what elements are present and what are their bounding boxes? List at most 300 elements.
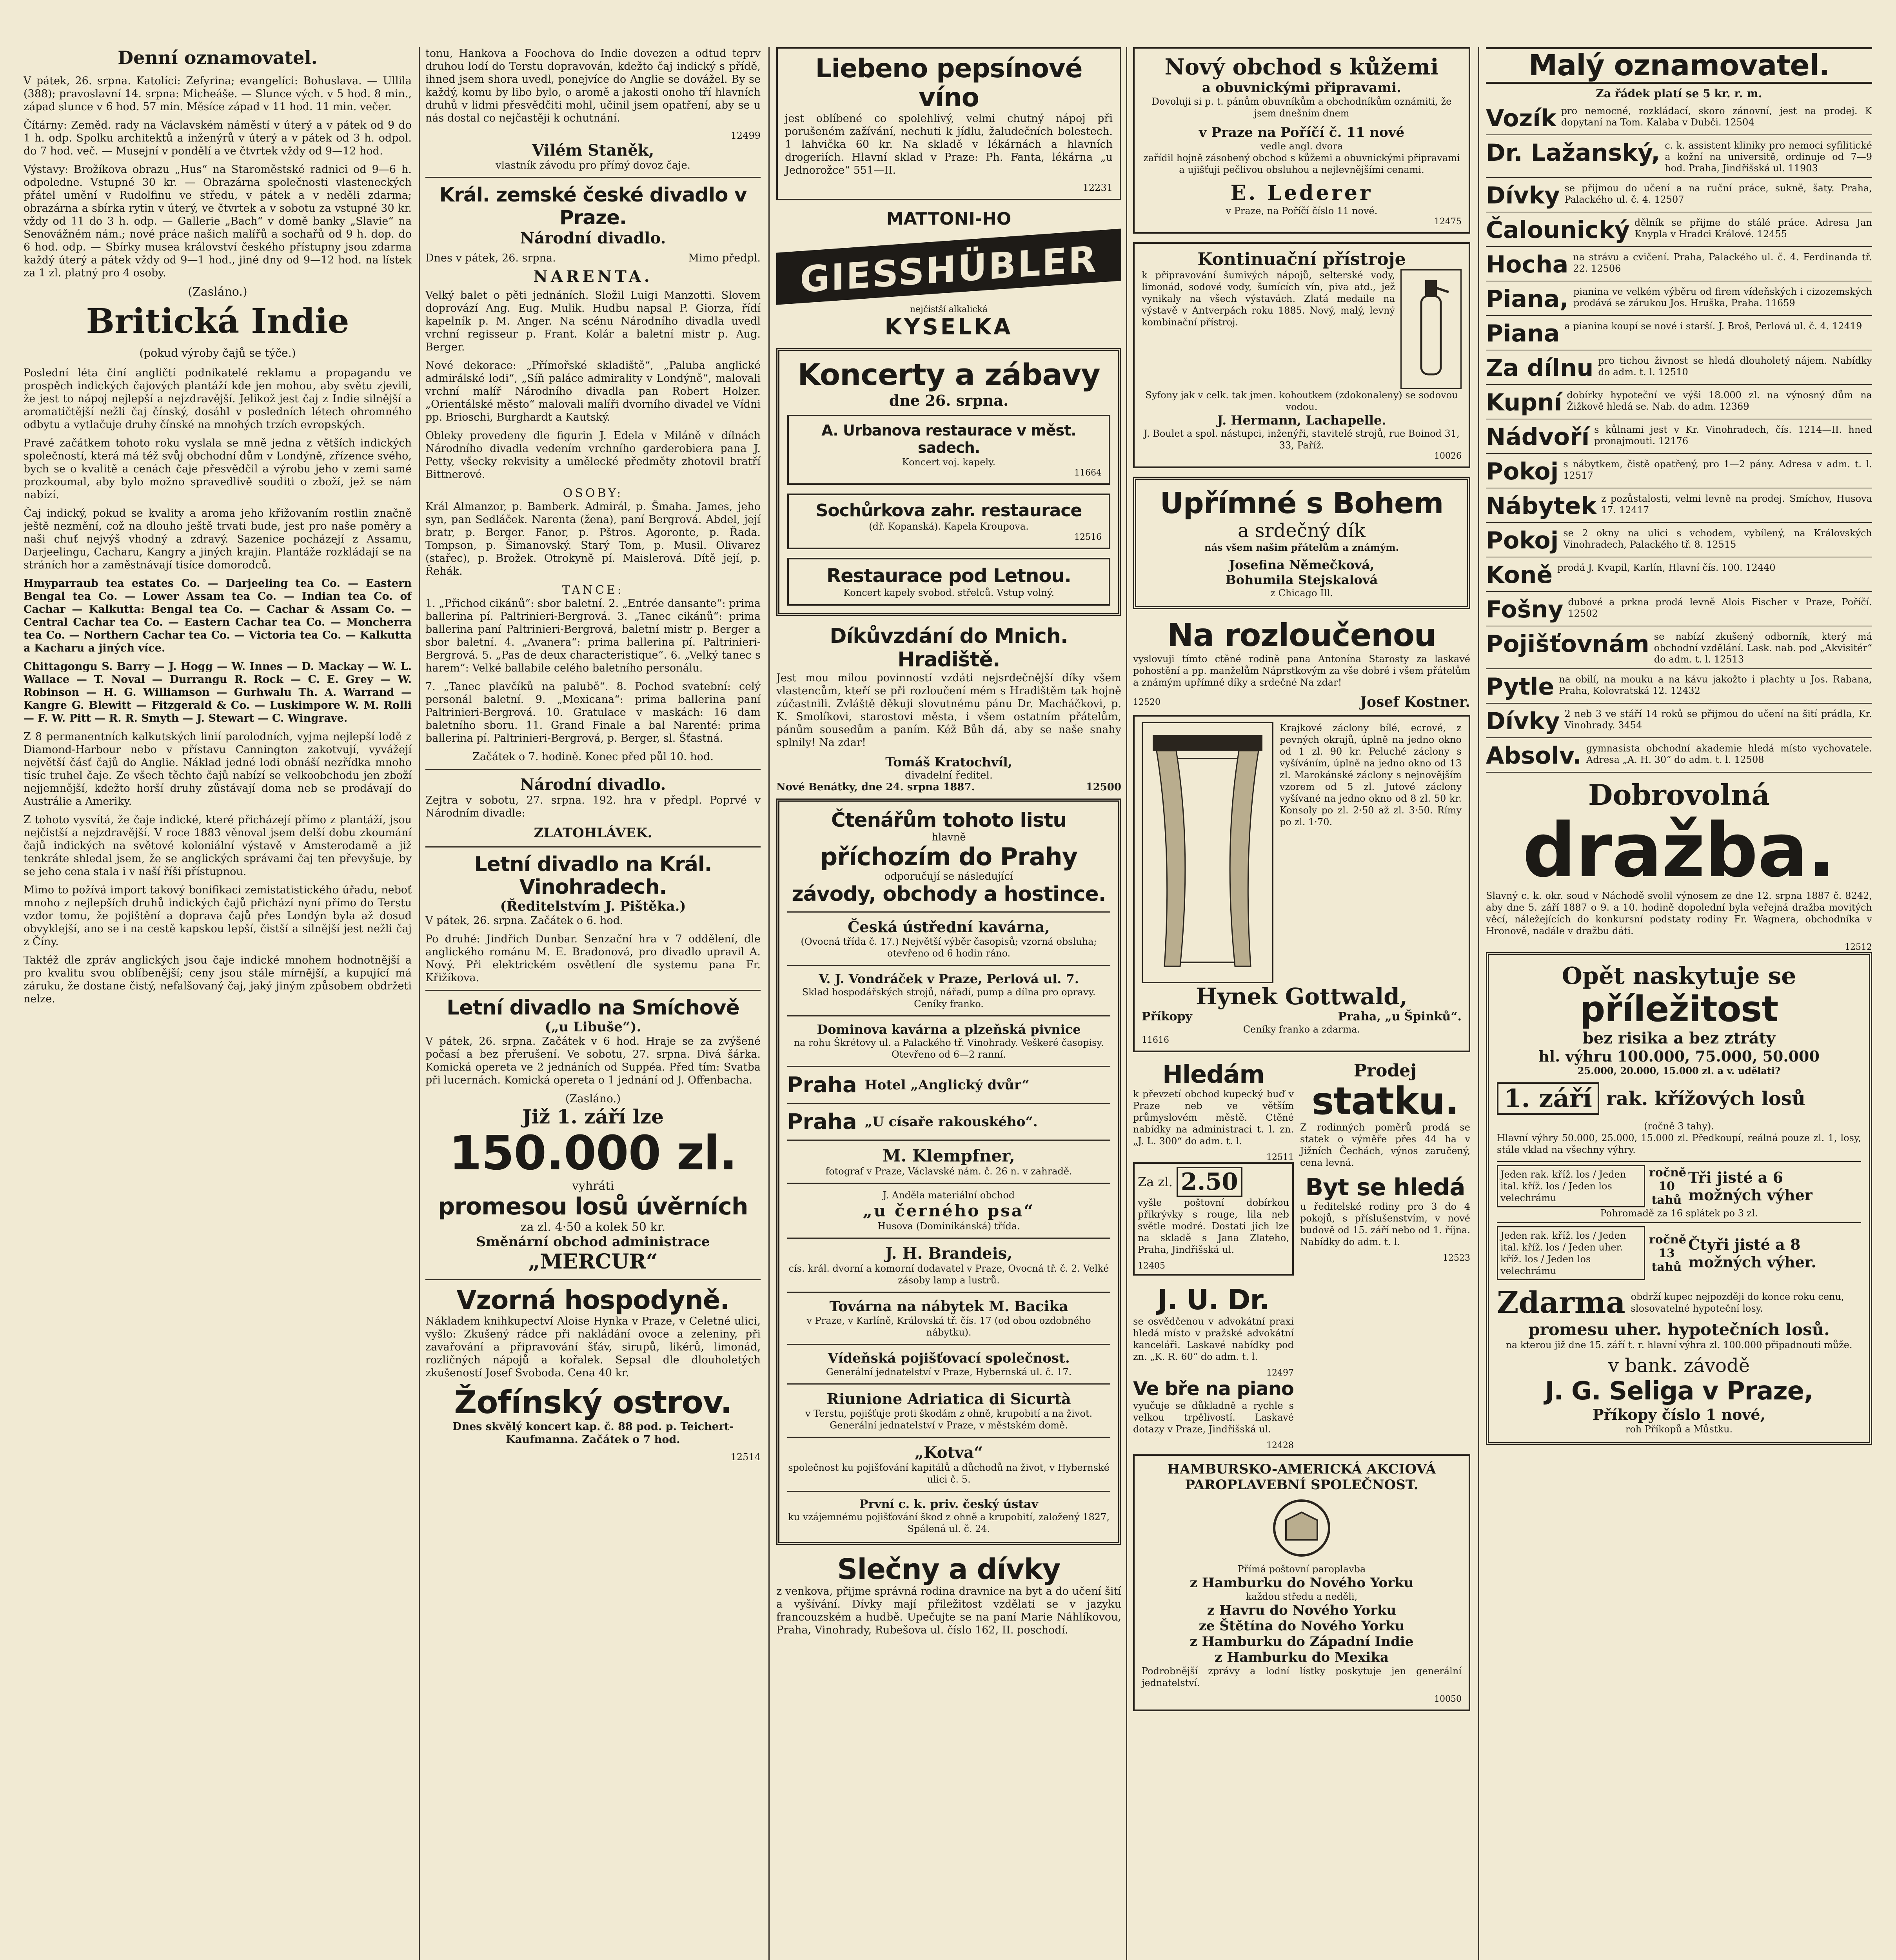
lottery-price: za zl. 4·50 a kolek 50 kr. — [520, 1220, 666, 1234]
ad-number: 12475 — [1434, 217, 1462, 227]
ad-number: 11616 — [1142, 1035, 1169, 1045]
divider — [787, 1238, 1110, 1239]
flat-title: Byt se hledá — [1305, 1174, 1465, 1201]
classified-text: na obilí, na mouku a na kávu jakožto i plachty u Jos. Rabana, Praha, Kolovratská 12. 12432 — [1559, 674, 1872, 696]
theatre-text: Obleky provedeny dle figurin J. Edela v Miláně v dílnách Národního divadla vedením vrchního garderobiera pana J. Petty, všecky rekvisity a umělecké předměty zhotovil bratří Bittnerové. — [425, 430, 761, 481]
hotel-row — [787, 1073, 1110, 1097]
promise-title: promesu uher. hypotečních losů. — [1528, 1320, 1830, 1339]
ad-number: 12231 — [1082, 182, 1113, 193]
apparatus-text: k připravování šumivých nápojů, selterské vody, limonád, sodové vody, šumících vín, piva atd., jež vynikaly na všech výstavách. Zlatá medaile na výstavě v Antverpách roku 1885. Nový, malý, levný kombinační přístroj. — [1142, 270, 1395, 328]
ad-number: 12405 — [1138, 1261, 1165, 1271]
blanket-price: 2.50 — [1177, 1167, 1242, 1197]
klempfner-text: fotograf v Praze, Václavské nám. č. 26 n. v zahradě. — [825, 1166, 1072, 1177]
play-title: NARENTA. — [533, 267, 653, 286]
hamburg-line1: Přímá poštovní paroplavba — [1237, 1564, 1366, 1575]
divider — [787, 1383, 1110, 1385]
hamburg-text: Podrobnější zprávy a lodní lístky poskytuje jen generální jednatelství. — [1142, 1666, 1462, 1688]
farewell-text: nás všem našim přátelům a známým. — [1204, 542, 1399, 553]
classified-keyword: Pytle — [1486, 673, 1555, 701]
package-1-prizes: Tři jisté a 6 možných výher — [1688, 1169, 1812, 1204]
classified-keyword: Kupní — [1486, 389, 1562, 416]
classifieds-title: Malý oznamovatel. — [1486, 47, 1872, 84]
article-paragraph: Z tohoto vysvítá, že čaje indické, které přicházejí přímo z plantáží, jsou nejčistší a nejzdravější. V roce 1883 věnoval jsem delší dobu zkoumání čajů indických na světové koloniální výstavě v Amsterodamě a již tenkráte shledal jsem, že se anglických správami čaj ten převyšuje, by se jeho cena stala i v naší říši přístupnou. — [24, 814, 412, 878]
kotva-text: společnost ku pojišťování kapitálů a důchodů na život, v Hybernské ulici č. 5. — [788, 1462, 1110, 1485]
classified-text: pianina ve velkém výběru od firem vídeňských i cizozemských prodává se zárukou Jos. Hruška, Praha. 11659 — [1573, 286, 1872, 309]
readers-prague: příchozím do Prahy — [820, 842, 1078, 871]
classified-text: se přijmou do učení a na ruční práce, sukně, šaty. Praha, Palackého ul. č. 4. 12507 — [1564, 183, 1872, 205]
summer-theatre-date: V pátek, 26. srpna. Začátek o 6. hod. — [425, 915, 623, 927]
theatre-subtitle: Národní divadlo. — [520, 229, 666, 247]
thanks-place: Nové Benátky, dne 24. srpna 1887. — [776, 781, 975, 793]
classified-ad — [1486, 183, 1872, 212]
lottery-mercur: „MERCUR“ — [528, 1250, 658, 1274]
classified-keyword: Dr. Lažanský, — [1486, 139, 1660, 167]
leather-ad — [1133, 47, 1470, 234]
apparatus-ad — [1133, 242, 1470, 468]
auction-text: Slavný c. k. okr. soud v Náchodě svolil výnosem ze dne 12. srpna 1887 č. 8242, aby dne 5. září 1887 o 9. a 10. hodině dopolední byla veřejná dražba movitých věcí, náležejících do konkursní podstaty rodiny Fr. Wagnera, obchodníka v Hronově, nadále v dražbu dáti. — [1486, 890, 1872, 936]
summer-theatre-sub: (Ředitelstvím J. Pištěka.) — [500, 898, 686, 914]
riunione-text: v Terstu, pojišťuje proti škodám z ohně, krupobití a na život. Generální jednatelství v Praze, v městském domě. — [805, 1408, 1093, 1431]
column-divider — [1478, 47, 1479, 1960]
classified-ad — [1486, 105, 1872, 135]
letna-sub: Koncert kapely svobod. střelců. Vstup volný. — [843, 587, 1054, 598]
vienna-ins-text: Generální jednatelství v Praze, Hybernská ul. č. 17. — [826, 1367, 1072, 1377]
letna-ad — [787, 558, 1110, 606]
sent-in-label: (Zasláno.) — [188, 285, 247, 299]
classified-keyword: Absolv. — [1486, 742, 1582, 769]
classified-keyword: Pojišťovnám — [1486, 630, 1649, 658]
pepsin-text: jest oblíbené co spolehlivý, velmi chutný nápoj při porušeném zažívání, nechuti k jídlu, žaludečních bolestech. 1 lahvička 60 kr. Na skladě v lékárnách a hlavních drogeriích. Hlavní sklad v Praze: Ph. Fanta, lékárna „u Jednorožce“ 551—II. — [785, 113, 1113, 176]
dances-list: 1. „Přichod cikánů“: sbor baletní. 2. „Entrée dansante“: prima ballerina pí. Paltrinieri-Bergrová. 3. „Tanec cikánů“: prima ballerina paní Paltrinieri-Bergrová, baletní mistr p. Berger a sbor baletní. 4. „Avanera“: prima ballerina pí. Paltrinieri-Bergrová. 5. „Pas de deux characteristique“. 6. „Velký tanec s harem“: Velké ballabile celého baletního personálu. — [425, 597, 761, 674]
classified-ad — [1486, 321, 1872, 350]
furniture-text: v Praze, v Karlíně, Královská tř. čís. 17 (od obou ozdobného nábytku). — [806, 1315, 1091, 1338]
siphon-icon — [1411, 276, 1451, 382]
gottwald-catalog: Ceníky franko a zdarma. — [1243, 1024, 1360, 1035]
theatre-times: Začátek o 7. hodině. Konec před půl 10. hod. — [472, 751, 714, 763]
classified-text: dobírky hypoteční ve výši 18.000 zl. na výnosný dům na Žižkově hledá se. Nab. do adm. 12369 — [1567, 390, 1872, 412]
estate-text: Z rodinných poměrů prodá se statek o výměře přes 44 ha v Jižních Čechách, výnos zaručený, cena levná. — [1300, 1122, 1470, 1168]
summer-theatre-title: Letní divadlo na Král. Vinohradech. — [474, 853, 712, 899]
package-2-lots: Jeden rak. kříž. los / Jeden ital. kříž. los / Jeden uher. kříž. los / Jeden los velechrámu — [1497, 1226, 1645, 1280]
classified-text: a pianina koupí se nové i starší. J. Broš, Perlová ul. č. 4. 12419 — [1564, 321, 1862, 332]
classified-ad — [1486, 286, 1872, 316]
classified-text: gymnasista obchodní akademie hledá místo vychovatele. Adresa „A. H. 30“ do adm. t. l. 12508 — [1586, 743, 1872, 765]
column-divider — [768, 47, 770, 1960]
opportunity-date-row — [1497, 1082, 1861, 1115]
free-text: obdrží kupec nejpozději do konce roku cenu, slosovatelné hypoteční losy. — [1631, 1291, 1844, 1314]
brandeis-title: J. H. Brandeis, — [885, 1244, 1013, 1263]
classified-text: dubové a prkna prodá levně Alois Fischer v Praze, Poříčí. 12502 — [1568, 597, 1872, 619]
cast-heading: OSOBY: — [563, 486, 623, 500]
bank-name: J. G. Seliga v Praze, — [1545, 1377, 1813, 1406]
bank-addr2: roh Příkopů a Můstku. — [1625, 1424, 1733, 1435]
kyselka-name: KYSELKA — [884, 314, 1013, 340]
gottwald-addr: Praha, „u Špinků“. — [1338, 1010, 1462, 1024]
theatre-subscription: Mimo předpl. — [688, 252, 761, 264]
opportunity-big: příležitost — [1580, 989, 1778, 1030]
classified-keyword: Nádvoří — [1486, 423, 1590, 451]
leather-sub: a obuvnickými připravami. — [1202, 80, 1401, 96]
dances-heading: TANCE: — [562, 583, 624, 597]
classified-keyword: Čalounický — [1486, 216, 1630, 244]
hotel-city: Praha — [787, 1109, 857, 1134]
siphon-illustration — [1400, 269, 1462, 389]
readers-title: Čtenářům tohoto listu — [831, 809, 1066, 831]
article-paragraph: Poslední léta činí angličtí podnikatelé reklamu a propagandu ve prospěch indických čajových plantáží kde jen mohou, aby světu zjevili, že jest to nápoj nejlepší a nejzdravější. Jelikož jest čaj z Indie silnější a aromatičtější nežli čaj čínský, dosáhl v posledních létech ohromného odbytu a vytlačuje druhy čínské na mnohých trzích evropských. — [24, 367, 412, 431]
smichov-theatre-title: Letní divadlo na Smíchově — [447, 996, 739, 1020]
estate-prodej: Prodej — [1353, 1061, 1417, 1081]
cafe-title: Česká ústřední kavárna, — [848, 918, 1050, 936]
readers-box — [776, 799, 1121, 1545]
wanted-title: Hledám — [1162, 1060, 1264, 1089]
concerts-date: dne 26. srpna. — [889, 392, 1009, 409]
article-paragraph: Hmyparraub tea estates Co. — Darjeeling tea Co. — Eastern Bengal tea Co. — Lower Assam tea Co. — Indian tea Co. of Cachar — Kalkutta: Bengal tea Co. — Cachar & Assam Co. — Central Cachar tea Co. — Eastern Cachar tea Co. — Moncherra tea Co. — Northern Cachar tea Co. — Victoria tea Co. — Kalkutta a Kacharu a jiných více. — [24, 577, 412, 654]
daily-notices-heading: Denní oznamovatel. — [118, 47, 318, 68]
divider — [425, 990, 761, 991]
classified-ad — [1486, 355, 1872, 385]
readers-sub: hlavně — [932, 831, 966, 843]
hamburg-line2: z Hamburku do Nového Yorku — [1190, 1575, 1414, 1591]
thanks-sign: Tomáš Kratochvíl, — [885, 755, 1012, 769]
kotva-title: „Kotva“ — [914, 1443, 983, 1462]
readers-recommend: odporučují se následující — [884, 871, 1013, 882]
andel-name: „u černého psa“ — [863, 1201, 1035, 1220]
classified-keyword: Dívky — [1486, 708, 1560, 735]
smichov-theatre-text: V pátek, 26. srpna. Začátek v 6 hod. Hraje se za zvýšené počasí a bez přerušení. Ve sobotu, 27. srpna. Divá šárka. Komická opereta ve 2 jednáních od Suppéa. Před tím: Svatba při lucernách. Komická opereta o 1 jednání od J. Offenbacha. — [425, 1035, 761, 1086]
divider — [425, 846, 761, 848]
ad-number: 12512 — [1845, 942, 1872, 952]
apparatus-sub: Syfony jak v celk. tak jmen. kohoutkem (zdokonaleny) se sodovou vodou. — [1145, 390, 1458, 412]
farewell-sub: a srdečný dík — [1238, 520, 1366, 542]
girls-text: z venkova, přijme správná rodina dravnice na byt a do učení šití a vyšívání. Dívky mají přiležitost vzdělati se v jazyku francouzském a hudbě. Upečujte se na paní Marie Náhlíkovou, Praha, Vinohrady, Rubešova ul. číslo 162, II. poschodí. — [776, 1585, 1121, 1636]
classified-keyword: Dívky — [1486, 182, 1560, 209]
promise-text: na kterou již dne 15. září t. r. hlavní výhra zl. 100.000 připadnouti může. — [1506, 1339, 1852, 1350]
domin-title: Dominova kavárna a plzeňská pivnice — [817, 1022, 1081, 1037]
first-ins-text: ku vzájemnému pojišťování škod z ohně a krupobití, založený 1827, Spálená ul. č. 24. — [788, 1512, 1110, 1534]
article-paragraph: Pravé začátkem tohoto roku vyslala se mně jedna z větších indických společností, která má též svůj obchodní dům v Londýně, zřízence svého, bych se o kvalitě a cenách čaje přesvědčil a výrobu jeho v zemi samé prozkoumal, aby bylo možno spravedlivě souditi o zboží, jež se nám nabízí. — [24, 437, 412, 501]
sochurek-title: Sochůrkova zahr. restaurace — [815, 501, 1082, 521]
urbanova-ad — [787, 415, 1110, 485]
vondracek-title: V. J. Vondráček v Praze, Perlová ul. 7. — [819, 971, 1079, 986]
theatre2-text: Zejtra v sobotu, 27. srpna. 192. hra v předpl. Poprvé v Národním divadle: — [425, 794, 761, 819]
housewife-title: Vzorná hospodyně. — [456, 1285, 730, 1315]
hamburg-company: HAMBURSKO-AMERICKÁ AKCIOVÁ PAROPLAVEBNÍ SPOLEČNOST. — [1167, 1461, 1436, 1493]
ad-number: 11664 — [1074, 468, 1102, 478]
hamburg-ad — [1133, 1454, 1470, 1711]
leather-addr: v Praze na Poříčí č. 11 nové — [1199, 125, 1405, 140]
classified-ad — [1486, 528, 1872, 557]
piano-title: Ve bře na piano — [1133, 1378, 1294, 1400]
cast-list: Král Almanzor, p. Bamberk. Admirál, p. Šmaha. James, jeho syn, pan Sedláček. Narenta (žena), paní Bergrová. Abdel, její bratr, p. Berger. Fanor, p. Pštros. Agoronte, p. Řada. Tompson, p. Šimanovský. Starý Tom, p. Musil. Olivarez (stařec), p. Brožek. Otrokyně pí. Maislerová. Dítě její, p. Řehák. — [425, 501, 761, 577]
classifieds-list — [1486, 105, 1872, 773]
classified-ad — [1486, 217, 1872, 247]
classified-keyword: Pokoj — [1486, 458, 1559, 485]
farewell-place: z Chicago Ill. — [1270, 588, 1333, 599]
opportunity-line: 25.000, 20.000, 15.000 zl. a v. udělati? — [1577, 1065, 1781, 1076]
summer-theatre-text: Po druhé: Jindřich Dunbar. Senzační hra v 7 oddělení, dle anglického románu M. E. Bradonová, pro divadlo upravil A. Nový. Při elektrickém osvětlení dle systemu pana Fr. Křižíkova. — [425, 933, 761, 984]
free-title: Zdarma — [1497, 1285, 1625, 1320]
article-paragraph: Z 8 permanentních kalkutských linií parolodních, vyjma nejlepší lodě z Diamond-Harbour nebo v přístavu Cannington zakotvují, vyvážejí největší čásť čajů do Anglie. Náklad jedné lodi obnáší nezřídka mnoho tisíc truhel čaje. Ze všech těchto čajů nabízí se velkoobchodu jen zboží nejjemnější, kdežto horší druhy zůstávají doma neb se prodávají do Austrálie a Ameriky. — [24, 731, 412, 808]
ad-number: 12514 — [730, 1452, 761, 1463]
daily-notices-intro: V pátek, 26. srpna. Katolíci: Zefyrina; evangelíci: Bohuslava. — Ullila (388); pravoslavní 14. srpna: Micheáše. — Slunce vých. v 5 hod. 8 min., západ slunce v 6 hod. 57 min. Měsíce západ v 11 hod. 11 min. večer. — [24, 75, 412, 113]
hamburg-line4: z Havru do Nového Yorku — [1207, 1602, 1397, 1618]
column-2 — [425, 47, 761, 1960]
classified-ad — [1486, 424, 1872, 454]
hotel-name: Hotel „Anglický dvůr“ — [864, 1077, 1030, 1093]
classified-ad — [1486, 631, 1872, 669]
urbanova-title: A. Urbanova restaurace v měst. sadech. — [821, 422, 1076, 456]
opportunity-date: 1. září — [1497, 1082, 1599, 1115]
sent-in-label: (Zasláno.) — [565, 1092, 621, 1105]
ad-number: 12520 — [1133, 697, 1160, 707]
gottwald-row — [1142, 1010, 1462, 1024]
mattoni-ad — [776, 209, 1121, 340]
theatre-title: Král. zemské české divadlo v Praze. — [439, 183, 747, 229]
cafe-text: (Ovocná třída č. 17.) Největší výběr časopisů; vzorná obsluha; otevřeno od 6 hodin ráno. — [801, 936, 1097, 959]
free-row — [1497, 1285, 1861, 1320]
ad-number: 12428 — [1266, 1441, 1294, 1450]
classified-text: 2 neb 3 ve stáří 14 roků se přijmou do učení na šití prádla, Kr. Vinohrady. 3454 — [1564, 708, 1872, 731]
jur-title: J. U. Dr. — [1157, 1284, 1269, 1316]
column-4 — [1133, 47, 1470, 1960]
flat-text: u ředitelské rodiny pro 3 do 4 pokojů, s příslušenstvím, v nové budově od 15. září nebo od 1. října. Nabídky do adm. t. l. — [1300, 1201, 1470, 1247]
concerts-title: Koncerty a zábavy — [797, 357, 1100, 392]
auction-title: dražba. — [1522, 807, 1836, 894]
classified-keyword: Hocha — [1486, 251, 1569, 278]
opportunity-title: Opět naskytuje se — [1562, 962, 1796, 990]
classified-keyword: Vozík — [1486, 105, 1556, 132]
classified-keyword: Pokoj — [1486, 527, 1559, 554]
hotel-name: „U císaře rakouského“. — [864, 1114, 1038, 1130]
estate-title: statku. — [1311, 1079, 1459, 1123]
divider — [425, 769, 761, 770]
hamburg-line7: z Hamburku do Mexika — [1214, 1650, 1389, 1665]
theatre-date-row — [425, 252, 761, 264]
article-paragraph: Chittagongu S. Barry — J. Hogg — W. Innes — D. Mackay — W. L. Wallace — T. Noval — Durrangu R. Rock — C. E. Grey — W. Robinson — H. G. Williamson — Gurhwalu Th. A. Warrand — Kangre G. Blewitt — Fitzgerald & Co. — Luskimpore W. M. Rolli — F. W. Pitt — R. R. Smyth — J. Stewart — C. Wingrave. — [24, 661, 412, 724]
furniture-title: Továrna na nábytek M. Bacika — [829, 1298, 1068, 1315]
column-1 — [24, 47, 412, 1960]
classified-ad — [1486, 708, 1872, 738]
leather-text2: zařídil hojně zásobený obchod s kůžemi a obuvnickými připravami a ujišťuji pečlivou obsluhou a nejlevnějšími cenami. — [1143, 152, 1460, 175]
sochurek-sub: (dř. Kopanská). Kapela Kroupova. — [869, 521, 1029, 532]
classified-ad — [1486, 597, 1872, 626]
classified-ad — [1486, 390, 1872, 419]
divider — [787, 1183, 1110, 1184]
divider — [425, 177, 761, 178]
vondracek-text: Sklad hospodářských strojů, nářadí, pump a dílna pro opravy. Ceníky franko. — [802, 987, 1096, 1009]
hamburg-flag-icon — [1270, 1497, 1333, 1559]
classified-ad — [1486, 252, 1872, 281]
newspaper-page — [24, 47, 1872, 1960]
leather-text: Dovoluji si p. t. pánům obuvníkům a obchodníkům oznámiti, že jsem dnešním dnem — [1151, 96, 1452, 119]
leather-open: vedle angl. dvora — [1260, 141, 1343, 152]
leather-title: Nový obchod s kůžemi — [1164, 54, 1439, 80]
piano-text: vyučuje se důkladně a rychle s velkou trpělivostí. Laskavé dotazy v Praze, Jindřišská ul. — [1133, 1400, 1294, 1435]
jur-text: se osvědčenou v advokátní praxi hledá místo v pražské advokátní kanceláři. Laskavé nabídky pod zn. „K. R. 60“ do adm. t. l. — [1133, 1316, 1294, 1362]
wanted-text: k převzetí obchod kupecký buď v Praze neb ve větším průmyslovém městě. Ctěné nabídky na administraci t. l. zn. „J. L. 300“ do adm. t. l. — [1133, 1089, 1294, 1147]
blanket-ad — [1133, 1162, 1294, 1276]
klempfner-title: M. Klempfner, — [883, 1146, 1015, 1165]
ad-number: 10026 — [1434, 451, 1462, 461]
article-paragraph: Taktéž dle zpráv anglických jsou čaje indické mnohem hodnotnější a pro kvalitu svou oblíbenější; ceny jsou stále mírnější, a kupující má záruku, že dostane čistý, nefalšovaný čaj, jaký jiným způsobem obdržeti nelze. — [24, 954, 412, 1005]
package-2-draws: ročně 13 tahů — [1649, 1232, 1686, 1274]
article-subtitle: (pokud výroby čajů se týče.) — [139, 347, 296, 359]
blanket-za: Za zl. — [1138, 1174, 1173, 1189]
classified-text: na strávu a cvičení. Praha, Palackého ul. č. 4. Ferdinanda tř. 22. 12506 — [1573, 252, 1872, 274]
column-divider — [1126, 47, 1127, 1960]
opportunity-draws: (ročně 3 tahy). — [1644, 1121, 1714, 1132]
signature-title: vlastník závodu pro přímý dovoz čaje. — [496, 160, 690, 171]
leather-name: E. Lederer — [1230, 181, 1373, 205]
column-3 — [776, 47, 1121, 1960]
pepsin-title: Liebeno pepsínové víno — [815, 53, 1082, 113]
opportunity-text: Hlavní výhry 50.000, 25.000, 15.000 zl. Předkoupí, reálná pouze zl. 1, losy, stále vklad na všechny výhry. — [1497, 1132, 1861, 1155]
package-1 — [1497, 1161, 1861, 1207]
domin-text: na rohu Škrétovy ul. a Palackého tř. Vinohrady. Veškeré časopisy. Otevřeno od 6—2 ranní. — [794, 1037, 1104, 1060]
article-paragraph: Čaj indický, pokud se kvality a aroma jeho křižovaním rostlin značně ještě nezmění, což na dlouho ještě trvati bude, jest pro naše poměry a naši chuť nejvýš vhodný a zdravý. Sazenice pocházejí z Assamu, Darjeelingu, Cacharu, Kangry a jiných krajin. Plantáže rozkládají se na stráních hor a zaměstnávají tisíce domorodců. — [24, 507, 412, 571]
divider — [787, 1140, 1110, 1141]
gottwald-street: Příkopy — [1142, 1010, 1192, 1024]
hotel-city: Praha — [787, 1073, 857, 1097]
classified-text: z pozůstalosti, velmi levně na prodej. Smíchov, Husova 17. 12417 — [1601, 493, 1872, 515]
classified-text: se 2 okny na ulici s vchodem, vybílený, na Královských Vinohradech, Palackého tř. 8. 12515 — [1563, 528, 1872, 550]
ad-number: 12499 — [730, 130, 761, 141]
goodbye-footer — [1133, 694, 1470, 710]
opportunity-sub: bez risika a bez ztráty — [1582, 1029, 1776, 1047]
classified-text: c. k. assistent kliniky pro nemoci syfilitické a kožní na universitě, ordinuje od 7—9 hod. Praha, Jindřišská ul. 11903 — [1665, 140, 1872, 174]
ad-number: 12516 — [1074, 532, 1102, 542]
farewell-name: Josefina Němečková, — [1229, 557, 1375, 572]
reading-rooms-text: Čítárny: Zeměd. rady na Václavském náměstí v úterý a v pátek od 9 do 1 h. odp. Spolku architektů a inženýrů v úterý a v pátek od 3 h. odpol. do 7 hod. več. — Musejní v pondělí a ve čtvrtek vždy od 9—12 hod. — [24, 119, 412, 157]
classified-ad — [1486, 743, 1872, 773]
brandeis-text: cís. král. dvorní a komorní dodavatel v Praze, Ovocná tř. č. 2. Velké zásoby lamp a lustrů. — [788, 1263, 1109, 1286]
ad-number: 12497 — [1266, 1368, 1294, 1378]
classified-text: dělník se přijme do stálé práce. Adresa Jan Knypla v Hradci Králové. 12455 — [1634, 217, 1872, 240]
package-2-prizes: Čtyři jisté a 8 možných výher. — [1688, 1236, 1816, 1271]
classified-text: se nabízí zkušený odborník, který má obchodní vzdělání. Lask. nab. pod „Akvisitér“ do adm. t. l. 12513 — [1654, 631, 1872, 665]
thanks-text: Jest mou milou povinností vzdáti nejsrdečnější díky všem vlastencům, kteří se při rozloučení mém s Hradištěm tak hojně zúčastnili. Zvláště děkuji slovutnému pánu Dr. Macháčkovi, p. K. Smolíkovi, starostovi města, i všem ostatním přátelům, pánům sousedům a paním. Kéž Bůh dá, aby se naše snahy splnily! Na zdar! — [776, 672, 1121, 749]
column-5 — [1486, 47, 1872, 1960]
ad-number: 12500 — [1086, 781, 1121, 793]
theatre2-title: Národní divadlo. — [520, 775, 666, 794]
andel-sub: Husova (Dominikánská) třída. — [877, 1221, 1020, 1232]
hotel-row — [787, 1109, 1110, 1134]
riunione-title: Riunione Adriatica di Sicurtà — [826, 1390, 1071, 1408]
lottery-opportunity-ad — [1486, 952, 1872, 1445]
readers-shops: závody, obchody a hostince. — [792, 882, 1106, 906]
divider — [787, 1103, 1110, 1104]
housewife-text: Nákladem knihkupectví Aloise Hynka v Praze, v Celetné ulici, vyšlo: Zkušený rádce při nakládání ovoce a zeleniny, při zavařování a připravování šťáv, sirupů, likérů, limonád, rozličných nápojů a kořalek. Sepsal dle dlouholetých zkušeností Josef Svoboda. Cena 40 kr. — [425, 1315, 761, 1379]
signature-name: Vilém Staněk, — [532, 141, 654, 160]
girls-title: Slečny a dívky — [837, 1553, 1061, 1586]
auction-sub: Dobrovolná — [1588, 778, 1770, 811]
hamburg-line3: každou středu a neděli, — [1246, 1591, 1358, 1602]
theatre-text: Velký balet o pěti jednáních. Složil Luigi Manzotti. Slovem doprovází Ang. Eug. Mulik. Hudbu napsal P. Giorza, řídí kapelník p. M. Anger. Na scénu Národního divadla uvedl vrchní regisseur p. Frant. Kolár a baletní mistr p. Aug. Berger. — [425, 289, 761, 353]
hamburg-line5: ze Štětína do Nového Yorku — [1199, 1618, 1405, 1634]
article-paragraph: Mimo to požívá import takový bonifikaci zemistatistického úřadu, neboť mnoho z nejlepších druhů indických čajů přichází nyní přímo do Terstu vzdor tomu, že pojištění a doprava čajů přes Londýn byla až dosud obvyklejší, ano se i na cestě kapskou lepší, čistší a silnější jest nežli čaj z Číny. — [24, 884, 412, 948]
classified-keyword: Piana, — [1486, 285, 1569, 313]
farewell-name2: Bohumila Stejskalová — [1225, 572, 1378, 587]
first-ins-title: První c. k. priv. český ústav — [859, 1497, 1039, 1511]
small-ads-right — [1300, 1061, 1470, 1450]
divider — [787, 1015, 1110, 1016]
mattoni-name: MATTONI-HO — [886, 209, 1012, 229]
curtain-illustration — [1142, 722, 1273, 983]
classified-keyword: Fošny — [1486, 596, 1564, 623]
classifieds-sub: Za řádek platí se 5 kr. r. m. — [1596, 87, 1762, 100]
goodbye-text: vyslovuji tímto ctěné rodině pana Antonína Starosty za laskavé pohostění a pp. manželům Náprstkovým za vše dobré i všem přátelům a známým upřímné díky a srdečné Na zdar! — [1133, 653, 1470, 688]
package-1-price: Pohromadě za 16 splátek po 3 zl. — [1600, 1208, 1758, 1219]
ad-number: 12523 — [1443, 1253, 1470, 1263]
andel-title: J. Anděla materiální obchod — [883, 1190, 1015, 1201]
classified-keyword: Piana — [1486, 320, 1560, 347]
classified-text: s kůlnami jest v Kr. Vinohradech, čís. 1214—II. hned pronajmouti. 12176 — [1594, 424, 1872, 446]
divider — [787, 965, 1110, 966]
apparatus-name: J. Hermann, Lachapelle. — [1217, 413, 1386, 428]
article-continuation: tonu, Hankova a Foochova do Indie dovezen a odtud teprv druhou lodí do Terstu dopravován, kdežto čaj indický s přídě, ihned jsem shora uvedl, ponejvíce do Anglie se dovážel. By se každý, komu by libo bylo, o aromě a jakosti onoho tří hlavních druhů v lidmi přesvědčiti mohl, učinil jsem opatření, aby se u nás dostal co nejčastěji k ochutnání. — [425, 47, 761, 124]
hamburg-line6: z Hamburku do Západní Indie — [1190, 1634, 1414, 1650]
zofin-text: Dnes skvělý koncert kap. č. 88 pod. p. Teichert-Kaufmanna. Začátek o 7 hod. — [452, 1421, 734, 1446]
divider — [787, 1066, 1110, 1067]
curtains-ad — [1133, 715, 1470, 1052]
classified-keyword: Nábytek — [1486, 492, 1597, 520]
window-curtain-icon — [1149, 731, 1266, 974]
classified-ad — [1486, 459, 1872, 488]
opportunity-prizes: hl. výhru 100.000, 75.000, 50.000 — [1538, 1047, 1820, 1065]
divider — [787, 1344, 1110, 1345]
lottery-line: Již 1. září lze — [522, 1105, 664, 1128]
theatre2-play: ZLATOHLÁVEK. — [534, 825, 652, 841]
opportunity-lots: rak. křížových losů — [1606, 1087, 1805, 1110]
column-divider — [419, 47, 420, 1960]
classified-text: prodá J. Kvapil, Karlín, Hlavní čís. 100. 12440 — [1557, 562, 1776, 573]
classified-keyword: Koně — [1486, 561, 1553, 589]
classified-text: pro tichou živnost se hledá dlouholetý nájem. Nabídky do adm. t. l. 12510 — [1598, 355, 1872, 377]
exhibitions-text: Výstavy: Brožíkova obrazu „Hus“ na Staroměstské radnici od 9—6 h. odpoledne. Vstupné 30 kr. — Obrazárna společnosti vlasteneckých přátel umění v Rudolfinu ve středu, v pátek a v neděli zdarma; obrazárna a sbírka rytin v úterý, ve čtvrtek a v sobotu za vstupné 30 kr. vždy od 11 do 3 h. odp. — Gallerie „Bach“ v domě banky „Slavie“ na Senovážném nám.; nové práce našich malířů a sochařů od 9 h. dop. do 6 hod. odp. — Sbírky musea království českého přístupny jsou zdarma každý úterý a pátek vždy od 9—1 hod., jiné dny od 9—12 hod. na lístek za 1 zl. platný pro 4 osoby. — [24, 163, 412, 279]
ad-number: 12511 — [1266, 1152, 1294, 1162]
zofin-title: Žofínský ostrov. — [454, 1384, 732, 1421]
divider — [425, 1279, 761, 1280]
apparatus-title: Kontinuační přístroje — [1197, 249, 1406, 269]
pepsin-ad — [776, 47, 1121, 200]
farewell-title: Upřímné s Bohem — [1160, 486, 1444, 520]
vienna-ins-title: Vídeňská pojišťovací společnost. — [828, 1350, 1070, 1366]
curtains-text: Krajkové záclony bílé, ecrové, z pevných okrajů, úplně na jedno okno od 1 zl. 90 kr. Peluché záclony s vyšíváním, úplně na jedno okno od 13 zl. Marokánské záclony s nejnovějším vzorem od 5 zl. Jutové záclony vyšívané na jedno okno od 8 zl. 50 kr. Konsoly po zl. 2·50 až zl. 3·50. Rímy po zl. 1·70. — [1280, 722, 1462, 828]
letna-title: Restaurace pod Letnou. — [826, 565, 1071, 587]
divider — [787, 1292, 1110, 1293]
package-1-lots: Jeden rak. kříž. los / Jeden ital. kříž. los / Jeden los velechrámu — [1497, 1165, 1645, 1207]
article-title: Britická Indie — [86, 301, 349, 341]
apparatus-name2: J. Boulet a spol. nástupci, inženýři, stavitelé strojů, rue Boinod 31, 33, Paříž. — [1144, 428, 1460, 451]
farewell-ad — [1133, 477, 1470, 609]
classified-ad — [1486, 140, 1872, 178]
goodbye-sign: Josef Kostner. — [1360, 694, 1470, 710]
bank-line: v bank. závodě — [1608, 1355, 1750, 1377]
goodbye-title: Na rozloučenou — [1167, 617, 1436, 653]
urbanova-sub: Koncert voj. kapely. — [902, 457, 996, 468]
classified-text: pro nemocné, rozkládací, skoro zánovní, jest na prodej. K dopytaní na Tom. Kalaba v Dubči. 12504 — [1561, 105, 1872, 128]
divider — [787, 1491, 1110, 1492]
lottery-promesa: promesou losů úvěrních — [438, 1193, 748, 1220]
theatre-date: Dnes v pátek, 26. srpna. — [425, 252, 556, 264]
bank-addr: Příkopy číslo 1 nové, — [1593, 1406, 1765, 1423]
small-ads-left — [1133, 1061, 1294, 1450]
classified-keyword: Za dílnu — [1486, 354, 1594, 382]
ad-number: 10050 — [1434, 1694, 1462, 1704]
classified-ad — [1486, 562, 1872, 592]
gottwald-name: Hynek Gottwald, — [1195, 983, 1408, 1010]
lottery-sub: vyhráti — [572, 1179, 614, 1193]
